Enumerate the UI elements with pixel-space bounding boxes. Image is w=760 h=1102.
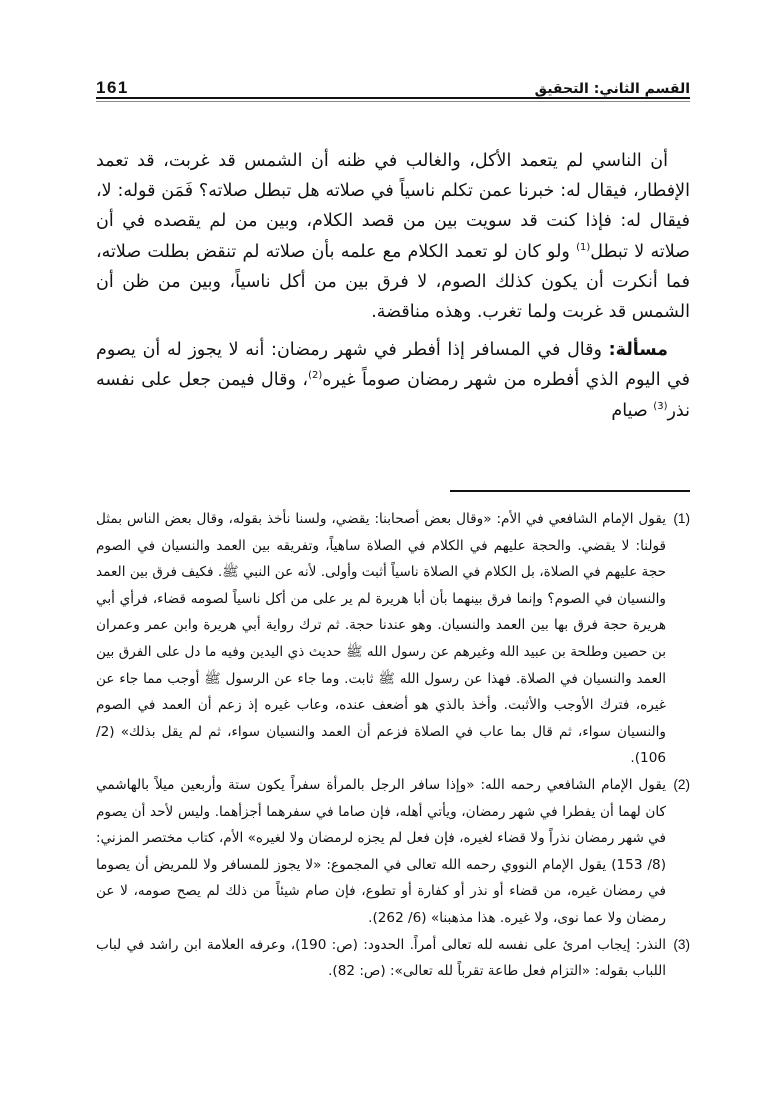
footnote-text: يقول الإمام الشافعي في الأم: «وقال بعض أصحابنا: يقضي، ولسنا نأخذ بقوله، وقال بعض الناس بمثل قولنا: لا يقضي. والحجة عليهم في الكلام في الصلاة ساهياً، وتفريقه بين العمد والنسيان في الصوم حجة عليهم في الصلاة، بل الكلام في الصلاة ناسياً أثبت وأولى. لأنه عن النبي ﷺ. فكيف فرق بين العمد والنسيان في الصوم؟ وإنما فرق بينهما بأن أبا هريرة لم ير على من أكل ناسياً لصومه قضاء، فرأي أبي هريرة حجة فرق بها بين العمد والنسيان. وهو عندنا حجة. ثم ترك رواية أبي هريرة وابن عمر وعمران بن حصين وطلحة بن عبيد الله وغيرهم عن رسول الله ﷺ حديث ذي اليدين وفيه ما دل على الفرق بين العمد والنسيان في الصلاة. فهذا عن رسول الله ﷺ ثابت. وما جاء عن الرسول ﷺ أوجب مما جاء عن غيره، فترك الأوجب والأثبت. وأخذ بالذي هو أضعف عنده، وعاب غيره إذ زعم أن العمد في الصوم والنسيان سواء، ثم قال بما عاب في الصلاة فزعم أن العمد والنسيان سواء، ثم لم يقل بذلك» (2/ 106). bbox=[96, 511, 666, 767]
paragraph-text: وقال في المسافر إذا أفطر في شهر رمضان: أنه لا يجوز له أن يصوم في اليوم الذي أفطره من شهر رمضان صوماً غيره bbox=[96, 340, 691, 391]
footnote-ref-1[interactable]: (1) bbox=[576, 241, 591, 253]
footnote-text: النذر: إيجاب امرئ على نفسه لله تعالى أمراً. الحدود: (ص: 190)، وعرفه العلامة ابن راشد في لباب اللباب بقوله: «التزام فعل طاعة تقرباً لله تعالى»: (ص: 82). bbox=[96, 936, 666, 980]
footnote-3 bbox=[96, 932, 690, 985]
footnote-number: (1) bbox=[673, 511, 690, 526]
footnote-number: (3) bbox=[673, 936, 690, 952]
header-rule bbox=[96, 97, 690, 99]
main-text bbox=[96, 146, 690, 426]
footnote-separator bbox=[450, 490, 690, 492]
footnote-2 bbox=[96, 772, 690, 932]
book-page bbox=[96, 0, 690, 1102]
paragraph-text: أن الناسي لم يتعمد الأكل، والغالب في ظنه أن الشمس قد غربت، قد تعمد الإفطار، فيقال له: خبرنا عمن تكلم ناسياً في صلاته هل تبطل صلاته؟ فَمَن قوله: لا، فيقال له: فإذا كنت قد سويت بين من قصد الكلام، وبين من لم يقصده في أن صلاته لا تبطل bbox=[96, 151, 691, 262]
page-number: 161 bbox=[96, 78, 129, 97]
footnote-ref-3[interactable]: (3) bbox=[653, 400, 668, 412]
issue-label: مسألة: bbox=[608, 340, 668, 361]
running-title: القسم الثاني: التحقيق bbox=[534, 81, 690, 97]
footnote-text: يقول الإمام الشافعي رحمه الله: «وإذا سافر الرجل بالمرأة سفراً يكون ستة وأربعين ميلاً بالهاشمي كان لهما أن يفطرا في شهر رمضان، ويأتي أهله، فإن صاما في سفرهما أجزأهما. وليس لأحد أن يصوم في شهر رمضان نذراً ولا قضاء لغيره، فإن فعل لم يجزه لرمضان ولا لغيره» الأم، كتاب مختصر المزني: (8/ 153) يقول الإمام النووي رحمه الله تعالى في المجموع: «لا يجوز للمسافر ولا للمريض أن يصوما في رمضان غيره، من قضاء أو نذر أو كفارة أو تطوع، فإن صام شيئاً من ذلك لم يصح صومه، لا عن رمضان ولا عما نوى، ولا غيره. هذا مذهبنا» (6/ 262). bbox=[96, 776, 667, 926]
footnote-1 bbox=[96, 506, 690, 772]
footnote-ref-2[interactable]: (2) bbox=[308, 370, 323, 382]
paragraph-text: صيام bbox=[611, 400, 654, 421]
paragraph-1 bbox=[96, 146, 690, 327]
footnote-number: (2) bbox=[673, 776, 690, 792]
footnotes bbox=[96, 506, 690, 985]
paragraph-text: ولو كان لو تعمد الكلام مع علمه بأن صلاته لم تنقض بطلت صلاته، فما أنكرت أن يكون كذلك الصوم، لا فرق بين من أكل ناسياً، وبين من ظن أن الشمس قد غربت ولما تغرب. وهذه مناقضة. bbox=[96, 241, 690, 323]
paragraph-text: ، وقال فيمن جعل على نفسه نذر bbox=[96, 370, 690, 421]
paragraph-2 bbox=[96, 335, 690, 426]
header-rule-thin bbox=[96, 101, 690, 102]
